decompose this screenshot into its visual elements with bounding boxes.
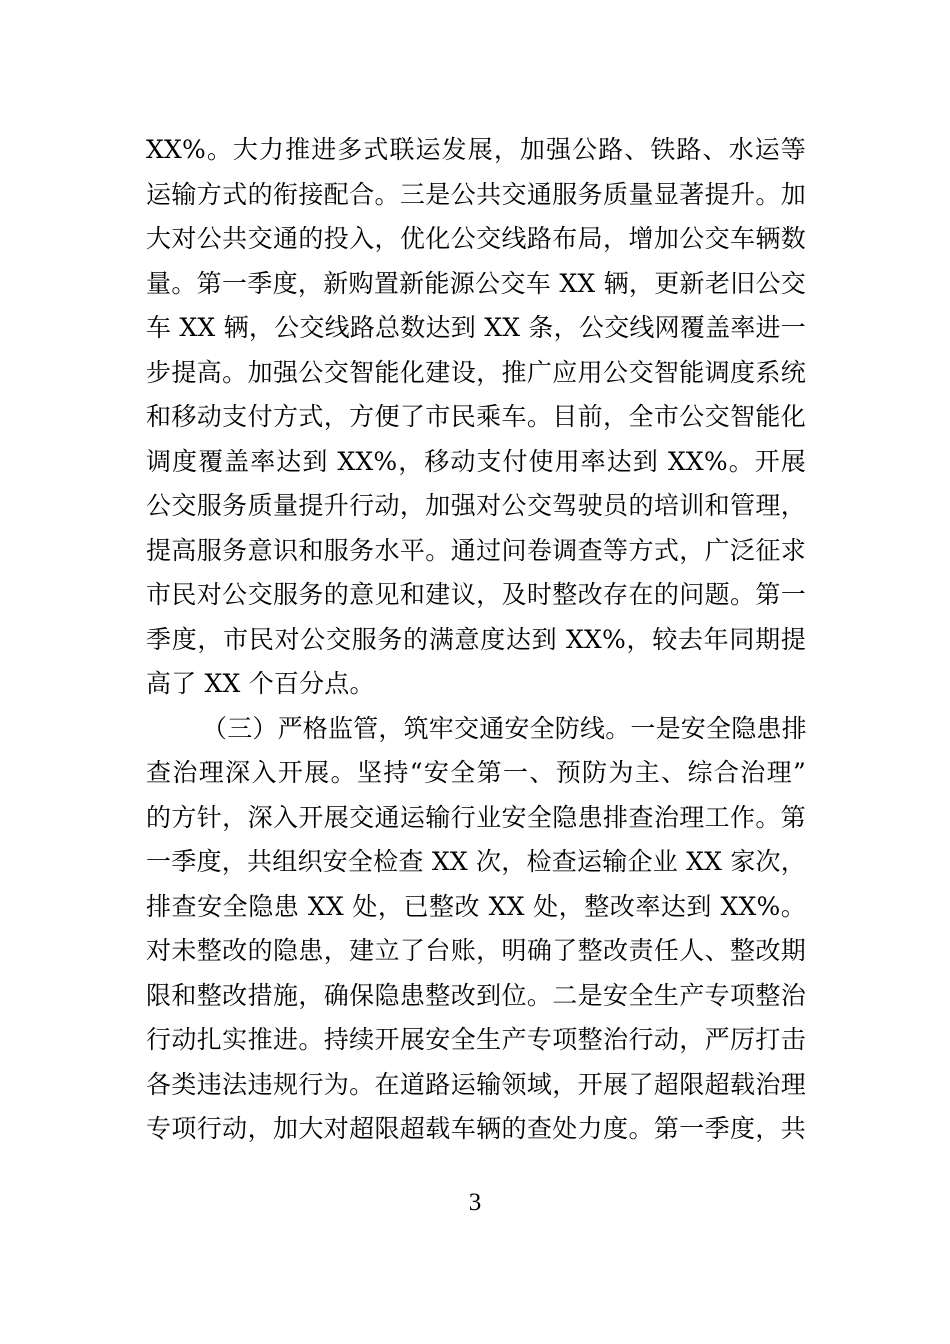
- text-line: 市民对公交服务的意见和建议，及时整改存在的问题。第一: [146, 580, 806, 609]
- text-line-paragraph-end: 高了 XX 个百分点。: [146, 669, 375, 698]
- text-line: 运输方式的衔接配合。三是公共交通服务质量显著提升。加: [146, 179, 806, 209]
- text-line: 排查安全隐患 XX 处，已整改 XX 处，整改率达到 XX%。: [146, 891, 806, 921]
- body-text: [146, 128, 806, 1152]
- text-line: 量。第一季度，新购置新能源公交车 XX 辆，更新老旧公交: [146, 268, 806, 298]
- text-line: 各类违法违规行为。在道路运输领域，开展了超限超载治理: [146, 1069, 806, 1099]
- section-heading-line: （三）严格监管，筑牢交通安全防线。一是安全隐患排: [202, 713, 807, 743]
- text-line: 提高服务意识和服务水平。通过问卷调查等方式，广泛征求: [146, 535, 806, 565]
- text-line: 一季度，共组织安全检查 XX 次，检查运输企业 XX 家次，: [146, 847, 806, 876]
- text-line: 和移动支付方式，方便了市民乘车。目前，全市公交智能化: [146, 402, 806, 431]
- text-line: 对未整改的隐患，建立了台账，明确了整改责任人、整改期: [146, 936, 806, 965]
- text-line: 步提高。加强公交智能化建设，推广应用公交智能调度系统: [146, 357, 806, 387]
- text-line: 行动扎实推进。持续开展安全生产专项整治行动，严厉打击: [146, 1025, 806, 1054]
- text-line: 公交服务质量提升行动，加强对公交驾驶员的培训和管理，: [146, 491, 806, 520]
- text-line: 季度，市民对公交服务的满意度达到 XX%，较去年同期提: [146, 624, 806, 654]
- text-line: 车 XX 辆，公交线路总数达到 XX 条，公交线网覆盖率进一: [146, 313, 806, 342]
- text-line: XX%。大力推进多式联运发展，加强公路、铁路、水运等: [146, 135, 806, 164]
- text-line: 专项行动，加大对超限超载车辆的查处力度。第一季度，共: [146, 1114, 806, 1143]
- text-line: 的方针，深入开展交通运输行业安全隐患排查治理工作。第: [146, 802, 806, 832]
- text-line: 限和整改措施，确保隐患整改到位。二是安全生产专项整治: [146, 980, 806, 1010]
- text-line: 大对公共交通的投入，优化公交线路布局，增加公交车辆数: [146, 224, 806, 253]
- page-number: 3: [468, 1189, 482, 1216]
- text-line: 调度覆盖率达到 XX%，移动支付使用率达到 XX%。开展: [146, 446, 806, 476]
- text-line: 查治理深入开展。坚持“安全第一、预防为主、综合治理”: [146, 758, 806, 787]
